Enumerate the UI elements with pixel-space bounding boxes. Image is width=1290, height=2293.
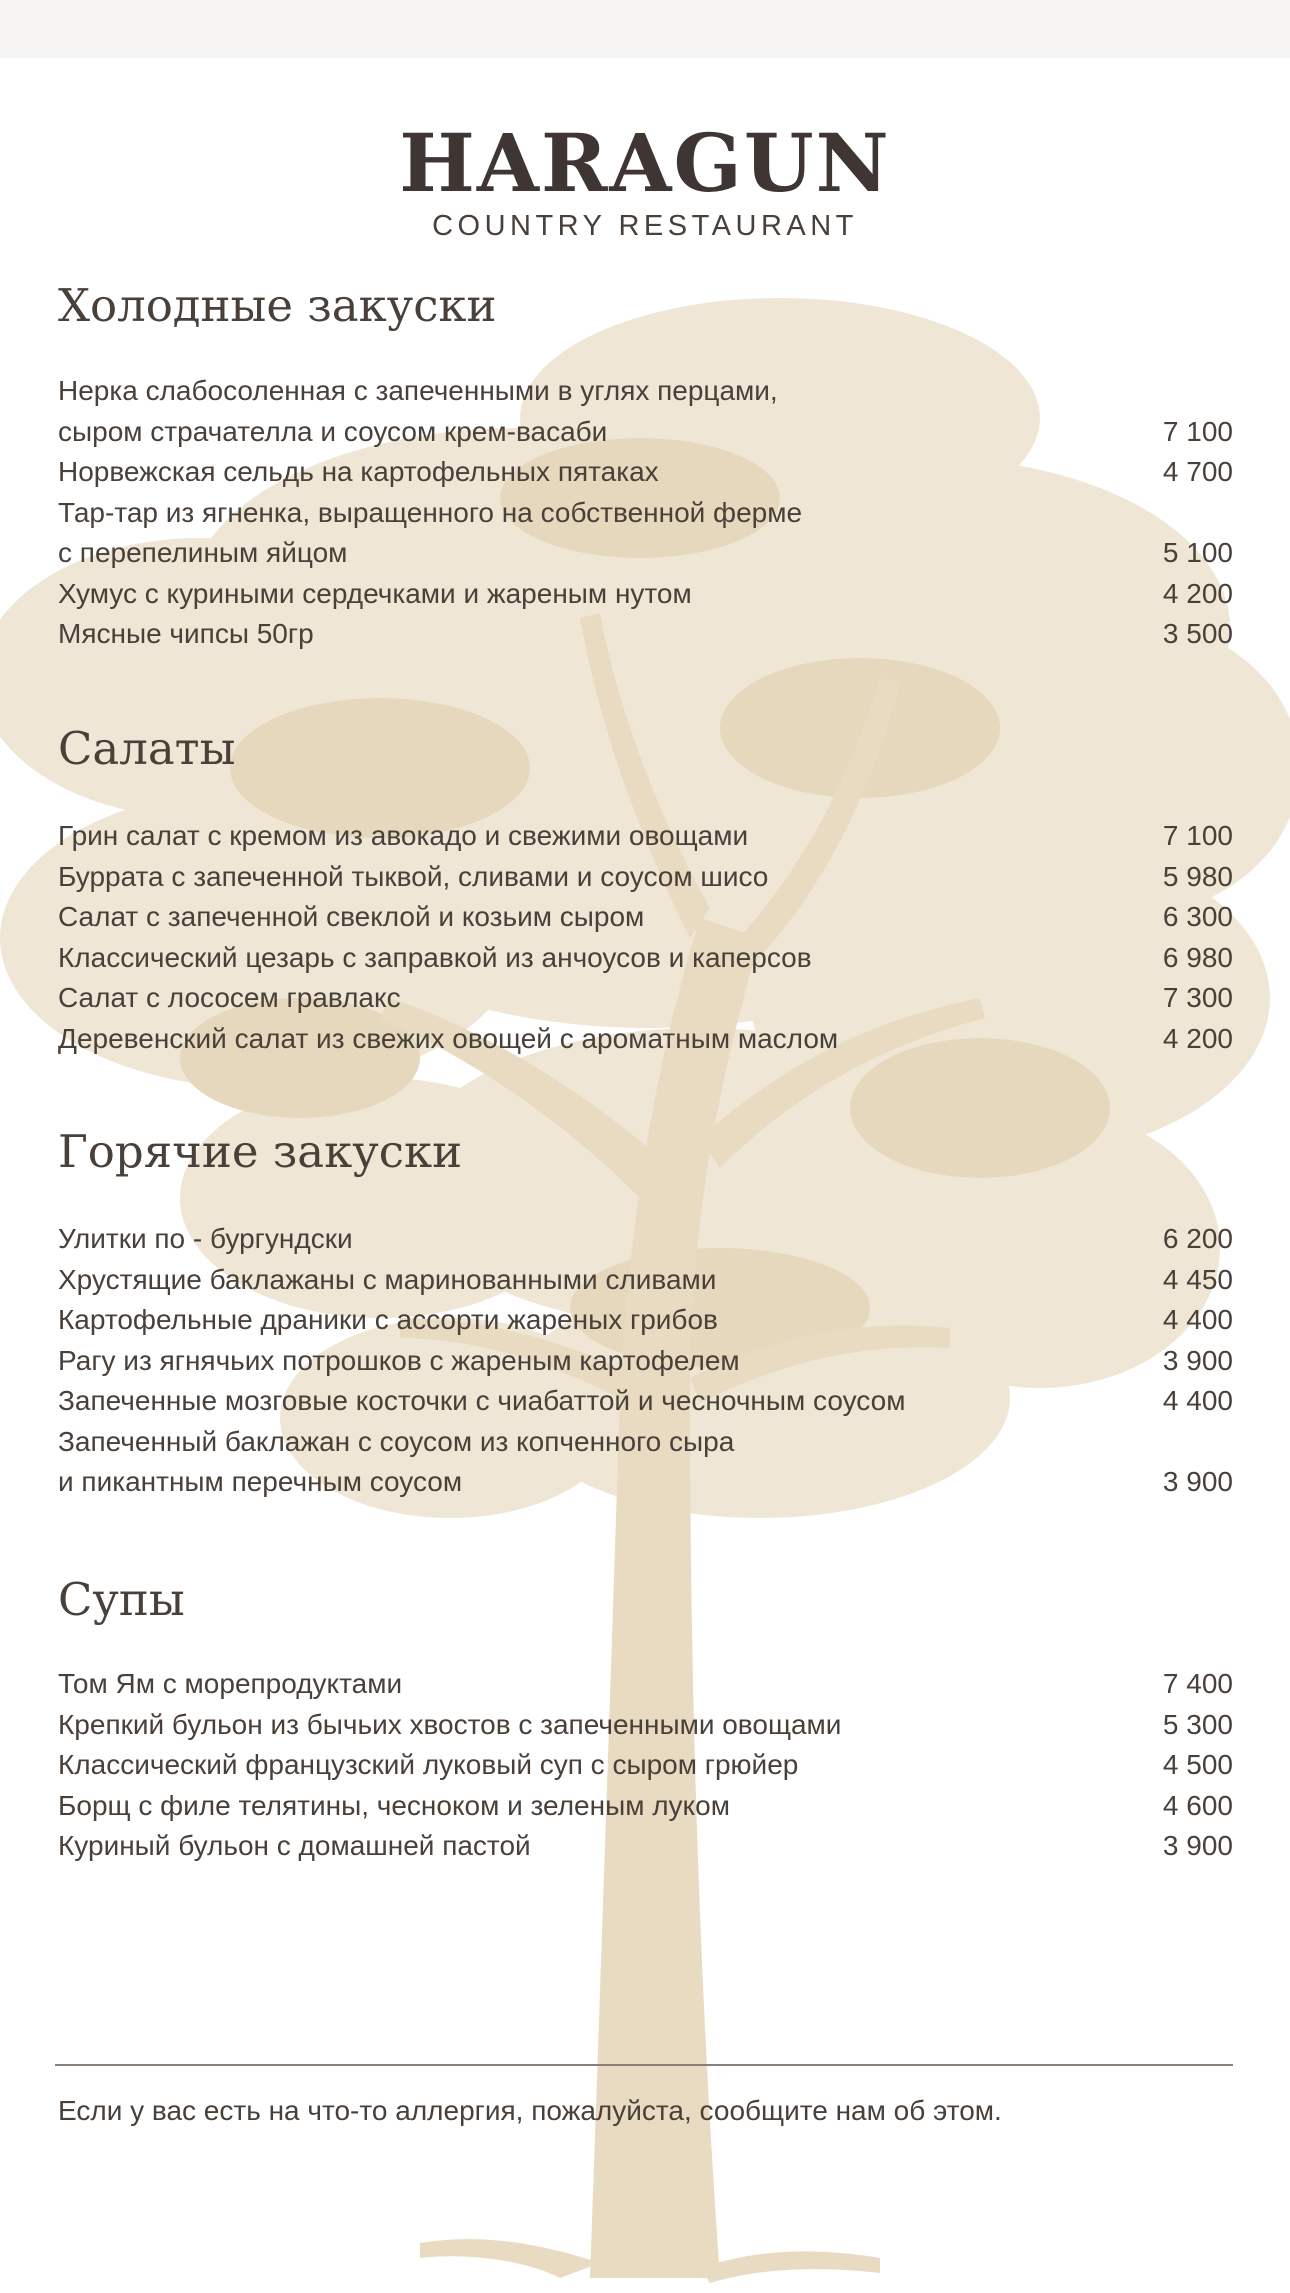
menu-item-price: 6 980 <box>1162 941 1233 973</box>
menu-item <box>58 493 1233 574</box>
menu-item-price: 4 400 <box>1162 1304 1233 1335</box>
menu-item-price: 4 200 <box>1162 577 1233 609</box>
top-status-strip <box>0 0 1290 58</box>
menu-item-price: 6 200 <box>1162 1223 1233 1254</box>
menu-item <box>58 1705 1233 1746</box>
menu-item <box>58 1422 1233 1503</box>
menu-item-price: 4 600 <box>1162 1789 1233 1821</box>
menu-item-price: 5 980 <box>1162 860 1233 892</box>
menu-item <box>58 938 1233 979</box>
menu-item-price: 7 400 <box>1162 1668 1233 1699</box>
section-salads <box>58 721 1233 1054</box>
menu-item-price: 3 900 <box>1162 1344 1233 1376</box>
menu-list <box>58 371 1233 655</box>
section-title: Салаты <box>58 722 236 775</box>
menu-item <box>58 614 1233 655</box>
menu-item-name: Хумус с куриными сердечками и жареным нутом <box>58 577 692 609</box>
menu-item-name: Улитки по - бургундски <box>58 1223 353 1254</box>
menu-item <box>58 816 1233 857</box>
menu-item-name: Куриный бульон с домашней пастой <box>58 1830 531 1861</box>
menu-item-price: 7 300 <box>1162 982 1233 1013</box>
menu-item-name: Деревенский салат из свежих овощей с ароматным маслом <box>58 1022 839 1054</box>
brand-tagline: COUNTRY RESTAURANT <box>432 210 858 242</box>
menu-list <box>58 816 1233 1059</box>
menu-item-price: 4 400 <box>1162 1385 1233 1416</box>
section-hot-appetizers <box>58 1124 1233 1497</box>
menu-item-price: 3 500 <box>1162 618 1233 649</box>
menu-item-price: 6 300 <box>1162 901 1233 932</box>
menu-item-name: Том Ям с морепродуктами <box>58 1668 403 1699</box>
menu-item-name: Картофельные драники с ассорти жареных грибов <box>58 1304 718 1335</box>
menu-item <box>58 978 1233 1019</box>
menu-item <box>58 1019 1233 1060</box>
menu-item-price: 5 100 <box>1162 537 1233 568</box>
menu-item-price: 4 500 <box>1162 1749 1233 1780</box>
menu-item <box>58 1745 1233 1786</box>
menu-item <box>58 857 1233 898</box>
menu-item-price: 4 450 <box>1162 1263 1233 1295</box>
menu-item-price: 4 200 <box>1162 1022 1233 1054</box>
menu-item-price: 3 900 <box>1162 1466 1233 1497</box>
section-soups <box>58 1572 1233 1861</box>
section-title: Горячие закуски <box>58 1125 463 1178</box>
menu-item-name: Нерка слабосоленная с запеченными в углях перцами, сыром страчателла и соусом крем-васаби <box>58 375 778 447</box>
allergy-note: Если у вас есть на что-то аллергия, пожалуйста, сообщите нам об этом. <box>58 2095 1002 2126</box>
menu-item-price: 4 700 <box>1162 456 1233 487</box>
menu-item <box>58 371 1233 452</box>
menu-item <box>58 1341 1233 1382</box>
menu-item-name: Норвежская сельдь на картофельных пятаках <box>58 456 659 487</box>
menu-item-price: 3 900 <box>1162 1830 1233 1861</box>
menu-item-name: Салат с лососем гравлакс <box>58 982 401 1013</box>
brand-logo: HARAGUN <box>399 116 891 210</box>
menu-page <box>0 58 1290 2293</box>
menu-item-name: Салат с запеченной свеклой и козьим сыром <box>58 901 645 932</box>
menu-item <box>58 1260 1233 1301</box>
menu-item-name: Запеченный баклажан с соусом из копченного сыра и пикантным перечным соусом <box>58 1425 735 1497</box>
menu-item <box>58 1826 1233 1867</box>
menu-list <box>58 1219 1233 1503</box>
menu-item-name: Хрустящие баклажаны с маринованными сливами <box>58 1263 717 1295</box>
menu-item-name: Классический цезарь с заправкой из анчоусов и каперсов <box>58 941 812 973</box>
footer-divider <box>55 2064 1233 2066</box>
menu-item-name: Тар-тар из ягненка, выращенного на собственной ферме с перепелиным яйцом <box>58 496 803 568</box>
menu-item <box>58 1300 1233 1341</box>
menu-list <box>58 1664 1233 1867</box>
menu-item-name: Крепкий бульон из бычьих хвостов с запеченными овощами <box>58 1708 842 1740</box>
menu-item <box>58 574 1233 615</box>
section-title: Холодные закуски <box>58 279 497 332</box>
menu-item-name: Рагу из ягнячьих потрошков с жареным картофелем <box>58 1344 740 1376</box>
menu-item <box>58 452 1233 493</box>
menu-item <box>58 1786 1233 1827</box>
menu-item-name: Буррата с запеченной тыквой, сливами и соусом шисо <box>58 860 769 892</box>
menu-item-name: Борщ с филе телятины, чесноком и зеленым луком <box>58 1789 730 1821</box>
menu-item-price: 7 100 <box>1162 820 1233 851</box>
menu-item-name: Классический французский луковый суп с сыром грюйер <box>58 1749 799 1780</box>
menu-item <box>58 897 1233 938</box>
menu-item-name: Запеченные мозговые косточки с чиабаттой и чесночным соусом <box>58 1385 906 1416</box>
menu-item <box>58 1219 1233 1260</box>
menu-item-name: Грин салат с кремом из авокадо и свежими овощами <box>58 820 749 851</box>
section-title: Супы <box>58 1573 185 1626</box>
menu-item-price: 7 100 <box>1162 415 1233 447</box>
menu-item-name: Мясные чипсы 50гр <box>58 618 314 649</box>
menu-item-price: 5 300 <box>1162 1708 1233 1740</box>
menu-item <box>58 1381 1233 1422</box>
section-cold-appetizers <box>58 278 1233 649</box>
menu-item <box>58 1664 1233 1705</box>
